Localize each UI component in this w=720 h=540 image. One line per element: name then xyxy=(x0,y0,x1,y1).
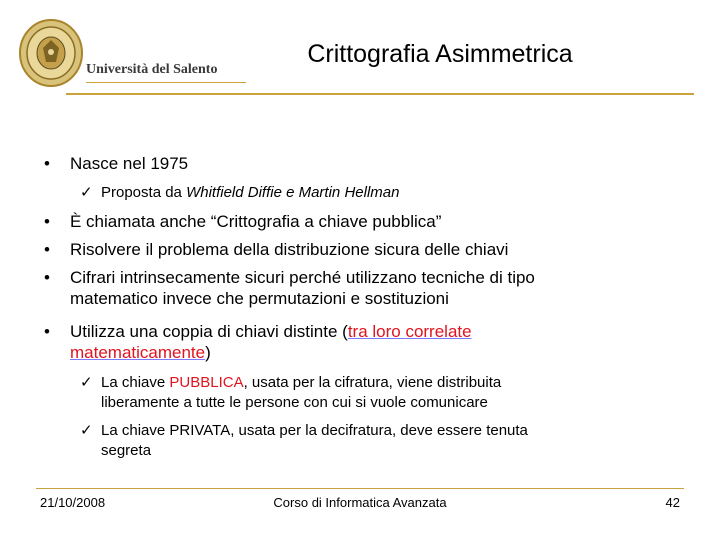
check-icon: ✓ xyxy=(80,374,93,391)
footer-course: Corso di Informatica Avanzata xyxy=(273,495,447,510)
bullet-text xyxy=(70,267,680,309)
university-logo xyxy=(18,18,248,88)
bullet-line: Cifrari intrinsecamente sicuri perché utilizzano tecniche di tipo xyxy=(70,268,535,287)
sub-bullet-line: liberamente a tutte le persone con cui si vuole comunicare xyxy=(101,394,488,411)
bullet-prefix: Utilizza una coppia di chiavi distinte ( xyxy=(70,322,348,341)
bullet-icon: • xyxy=(44,212,50,231)
sub-bullet-text xyxy=(101,373,661,413)
highlight-text: tra loro correlate xyxy=(347,322,472,341)
bullet-icon: • xyxy=(44,240,50,259)
bullet-text: Nasce nel 1975 xyxy=(70,154,189,173)
highlight-text: PUBBLICA xyxy=(169,374,244,391)
title-divider xyxy=(66,93,694,95)
sub-bullet-text xyxy=(101,421,661,461)
sub-bullet-rest: , usata per la cifratura, viene distribuita xyxy=(243,374,502,391)
check-icon: ✓ xyxy=(80,184,93,201)
university-seal-icon xyxy=(18,18,84,88)
bullet-text xyxy=(70,321,680,363)
bullet-text: Risolvere il problema della distribuzione sicura delle chiavi xyxy=(70,240,509,259)
footer-date: 21/10/2008 xyxy=(40,495,106,510)
logo-underline xyxy=(86,82,246,83)
bullet-icon: • xyxy=(44,154,50,173)
sub-bullet-line: La chiave PRIVATA, usata per la decifratura, deve essere tenuta xyxy=(101,422,528,439)
highlight-text: matematicamente xyxy=(70,343,206,362)
sub-bullet-prefix: La chiave xyxy=(101,374,170,391)
author-names: Whitfield Diffie e Martin Hellman xyxy=(186,184,400,201)
sub-bullet-text xyxy=(101,183,661,203)
bullet-line: matematico invece che permutazioni e sostituzioni xyxy=(70,289,449,308)
bullet-icon: • xyxy=(44,322,50,341)
footer-divider xyxy=(36,488,684,489)
bullet-suffix: ) xyxy=(205,343,211,362)
university-name: Università del Salento xyxy=(86,62,218,77)
bullet-text: È chiamata anche “Crittografia a chiave pubblica” xyxy=(70,212,442,231)
sub-bullet-line: segreta xyxy=(101,442,152,459)
sub-bullet-prefix: Proposta da xyxy=(101,184,187,201)
check-icon: ✓ xyxy=(80,422,93,439)
slide-title: Crittografia Asimmetrica xyxy=(307,40,573,68)
page-number: 42 xyxy=(665,495,680,510)
bullet-icon: • xyxy=(44,268,50,287)
